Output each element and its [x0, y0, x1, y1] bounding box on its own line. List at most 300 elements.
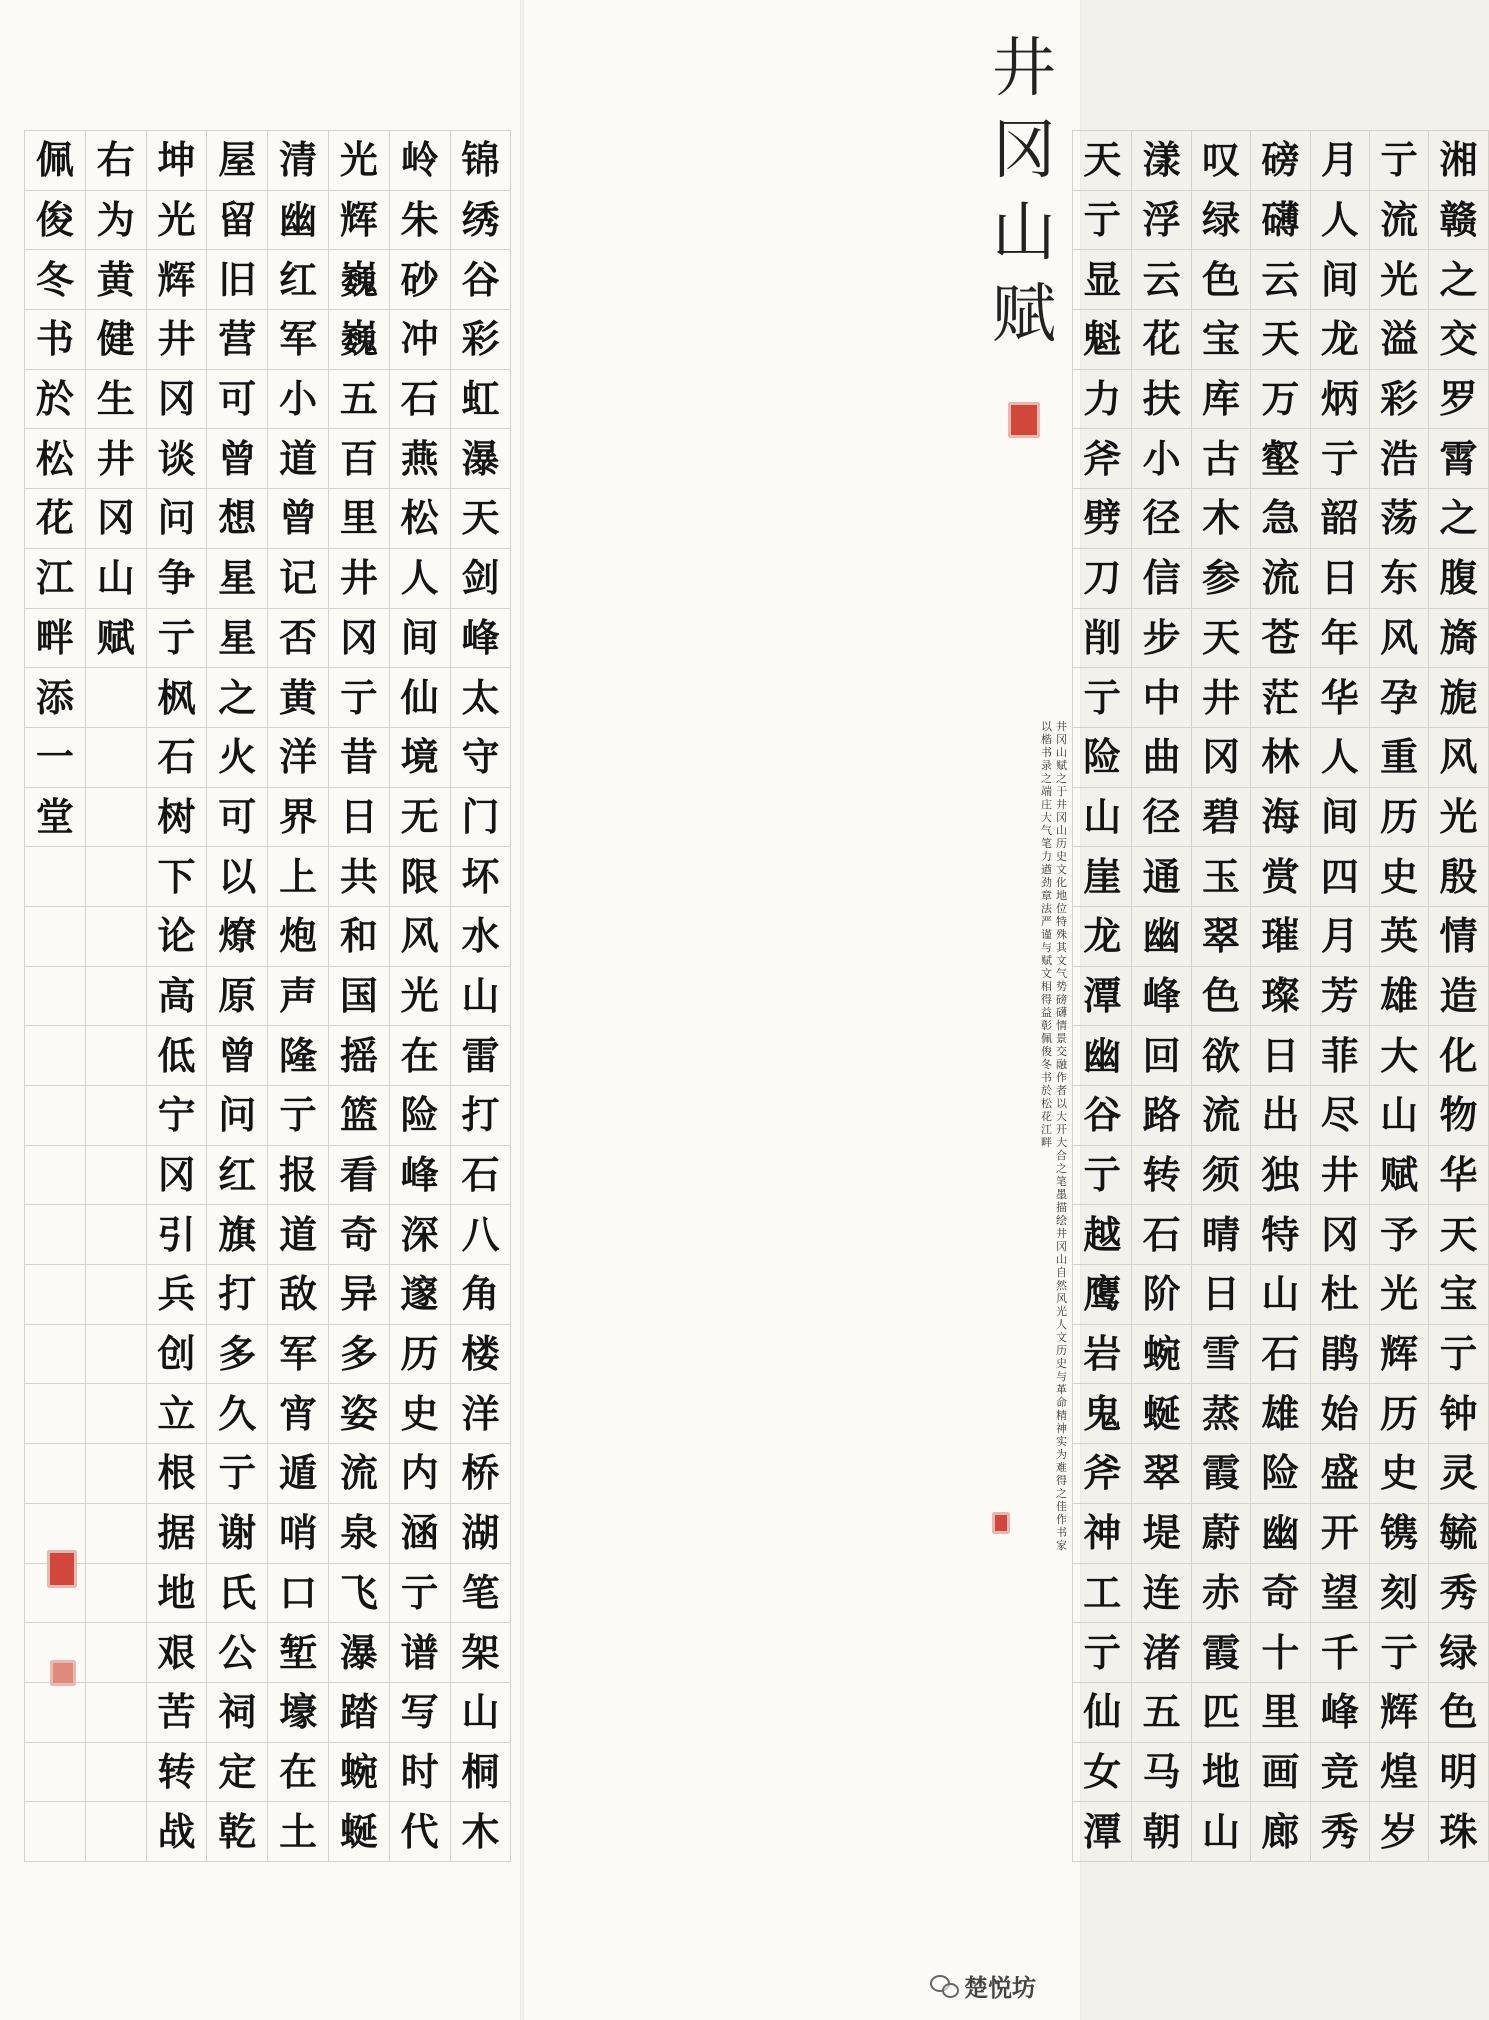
- calligraphy-char: 泉: [328, 1504, 389, 1564]
- calligraphy-char: 月: [1310, 131, 1369, 191]
- calligraphy-char: 土: [267, 1802, 328, 1862]
- title-char: 赋: [992, 278, 1056, 352]
- calligraphy-char: 岩: [1072, 1325, 1131, 1385]
- calligraphy-char: 峰: [1131, 967, 1190, 1027]
- calligraphy-char: 工: [1072, 1564, 1131, 1624]
- calligraphy-char: 炳: [1310, 370, 1369, 430]
- signature-seal: [47, 1550, 77, 1588]
- signature-char: 冈: [85, 489, 146, 549]
- title-char: 山: [992, 196, 1056, 270]
- signature-char: [85, 1146, 146, 1206]
- signature-char: 江: [24, 549, 85, 609]
- calligraphy-char: 小: [1131, 429, 1190, 489]
- calligraphy-char: 绣: [450, 191, 511, 251]
- calligraphy-char: 笔: [450, 1564, 511, 1624]
- calligraphy-char: 峰: [450, 609, 511, 669]
- calligraphy-char: 亍: [1072, 1623, 1131, 1683]
- calligraphy-char: 化: [1428, 1026, 1487, 1086]
- calligraphy-char: 情: [1428, 907, 1487, 967]
- calligraphy-char: 山: [1191, 1802, 1250, 1862]
- calligraphy-char: 五: [1131, 1683, 1190, 1743]
- calligraphy-char: 之: [1428, 250, 1487, 310]
- calligraphy-char: 彩: [1369, 370, 1428, 430]
- calligraphy-char: 天: [450, 489, 511, 549]
- calligraphy-char: 渚: [1131, 1623, 1190, 1683]
- calligraphy-char: 色: [1191, 250, 1250, 310]
- calligraphy-char: 画: [1250, 1743, 1309, 1803]
- calligraphy-char: 龙: [1072, 907, 1131, 967]
- title-char: 井: [992, 32, 1056, 106]
- calligraphy-char: 山: [450, 1683, 511, 1743]
- calligraphy-char: 蜒: [1131, 1384, 1190, 1444]
- title-seal: [1008, 402, 1040, 438]
- calligraphy-char: 璨: [1250, 967, 1309, 1027]
- calligraphy-char: 赣: [1428, 191, 1487, 251]
- calligraphy-char: 砂: [389, 250, 450, 310]
- calligraphy-char: 日: [1250, 1026, 1309, 1086]
- calligraphy-char: 急: [1250, 489, 1309, 549]
- calligraphy-char: 流: [328, 1444, 389, 1504]
- calligraphy-char: 木: [1191, 489, 1250, 549]
- signature-char: 书: [24, 310, 85, 370]
- calligraphy-char: 海: [1250, 788, 1309, 848]
- calligraphy-char: 日: [1310, 549, 1369, 609]
- signature-char: 井: [85, 429, 146, 489]
- calligraphy-char: 多: [328, 1325, 389, 1385]
- calligraphy-char: 罗: [1428, 370, 1487, 430]
- calligraphy-char: 绿: [1191, 191, 1250, 251]
- calligraphy-char: 屋: [206, 131, 267, 191]
- calligraphy-char: 人: [389, 549, 450, 609]
- side-note-column: 井冈山赋之于井冈山历史文化地位特殊其文气势磅礴情景交融作者以大开大合之笔墨描绘井冈山自然风光人文历史与革命精神实为难得之佳作书家: [1056, 720, 1067, 1552]
- calligraphy-char: 辉: [146, 250, 207, 310]
- calligraphy-char: 锦: [450, 131, 511, 191]
- calligraphy-char: 曲: [1131, 728, 1190, 788]
- signature-char: [85, 1683, 146, 1743]
- calligraphy-char: 岁: [1369, 1802, 1428, 1862]
- calligraphy-char: 光: [1428, 788, 1487, 848]
- left-scroll-panel: [0, 0, 520, 2020]
- calligraphy-char: 磅: [1250, 131, 1309, 191]
- calligraphy-char: 史: [389, 1384, 450, 1444]
- calligraphy-char: 华: [1310, 668, 1369, 728]
- calligraphy-char: 力: [1072, 370, 1131, 430]
- calligraphy-char: 亍: [1072, 668, 1131, 728]
- calligraphy-char: 军: [267, 310, 328, 370]
- calligraphy-char: 问: [146, 489, 207, 549]
- calligraphy-char: 石: [146, 728, 207, 788]
- calligraphy-char: 留: [206, 191, 267, 251]
- calligraphy-char: 松: [389, 489, 450, 549]
- calligraphy-char: 百: [328, 429, 389, 489]
- signature-char: [24, 1683, 85, 1743]
- calligraphy-char: 石: [450, 1146, 511, 1206]
- calligraphy-char: 天: [1072, 131, 1131, 191]
- calligraphy-char: 据: [146, 1504, 207, 1564]
- calligraphy-char: 红: [267, 250, 328, 310]
- calligraphy-char: 原: [206, 967, 267, 1027]
- calligraphy-char: 艰: [146, 1623, 207, 1683]
- calligraphy-char: 险: [1250, 1444, 1309, 1504]
- calligraphy-char: 谱: [389, 1623, 450, 1683]
- calligraphy-char: 斧: [1072, 1444, 1131, 1504]
- calligraphy-char: 明: [1428, 1743, 1487, 1803]
- calligraphy-char: 流: [1369, 191, 1428, 251]
- calligraphy-char: 桐: [450, 1743, 511, 1803]
- calligraphy-char: 千: [1310, 1623, 1369, 1683]
- calligraphy-char: 风: [1369, 609, 1428, 669]
- poem-title: [987, 28, 1061, 356]
- calligraphy-char: 廊: [1250, 1802, 1309, 1862]
- calligraphy-char: 谈: [146, 429, 207, 489]
- calligraphy-char: 亍: [1428, 1325, 1487, 1385]
- calligraphy-char: 曾: [206, 429, 267, 489]
- calligraphy-char: 蔚: [1191, 1504, 1250, 1564]
- calligraphy-char: 涵: [389, 1504, 450, 1564]
- calligraphy-char: 毓: [1428, 1504, 1487, 1564]
- calligraphy-char: 石: [389, 370, 450, 430]
- signature-char: 为: [85, 191, 146, 251]
- calligraphy-char: 色: [1191, 967, 1250, 1027]
- calligraphy-char: 篮: [328, 1086, 389, 1146]
- calligraphy-char: 亍: [1072, 1146, 1131, 1206]
- calligraphy-char: 共: [328, 847, 389, 907]
- calligraphy-char: 声: [267, 967, 328, 1027]
- signature-char: 佩: [24, 131, 85, 191]
- calligraphy-char: 壑: [1250, 429, 1309, 489]
- signature-char: 畔: [24, 609, 85, 669]
- calligraphy-char: 之: [206, 668, 267, 728]
- calligraphy-char: 镌: [1369, 1504, 1428, 1564]
- calligraphy-char: 敌: [267, 1265, 328, 1325]
- calligraphy-char: 以: [206, 847, 267, 907]
- calligraphy-char: 中: [1131, 668, 1190, 728]
- signature-char: [85, 1086, 146, 1146]
- calligraphy-char: 隆: [267, 1026, 328, 1086]
- calligraphy-char: 宵: [267, 1384, 328, 1444]
- calligraphy-char: 古: [1191, 429, 1250, 489]
- calligraphy-char: 道: [267, 1205, 328, 1265]
- calligraphy-char: 雷: [450, 1026, 511, 1086]
- wechat-icon: [930, 1973, 958, 1997]
- calligraphy-char: 井: [1310, 1146, 1369, 1206]
- signature-seal-secondary: [50, 1660, 76, 1686]
- calligraphy-char: 转: [146, 1743, 207, 1803]
- calligraphy-char: 飞: [328, 1564, 389, 1624]
- calligraphy-char: 花: [1131, 310, 1190, 370]
- calligraphy-char: 云: [1131, 250, 1190, 310]
- signature-char: [85, 967, 146, 1027]
- calligraphy-char: 岭: [389, 131, 450, 191]
- calligraphy-char: 亍: [1072, 191, 1131, 251]
- calligraphy-char: 之: [1428, 489, 1487, 549]
- calligraphy-char: 转: [1131, 1146, 1190, 1206]
- calligraphy-char: 神: [1072, 1504, 1131, 1564]
- signature-char: [24, 1205, 85, 1265]
- calligraphy-char: 四: [1310, 847, 1369, 907]
- signature-char: [85, 668, 146, 728]
- calligraphy-char: 踏: [328, 1683, 389, 1743]
- calligraphy-char: 光: [389, 967, 450, 1027]
- calligraphy-char: 里: [1250, 1683, 1309, 1743]
- calligraphy-char: 欲: [1191, 1026, 1250, 1086]
- calligraphy-char: 打: [450, 1086, 511, 1146]
- calligraphy-char: 石: [1131, 1205, 1190, 1265]
- calligraphy-char: 云: [1250, 250, 1309, 310]
- calligraphy-char: 记: [267, 549, 328, 609]
- calligraphy-char: 石: [1250, 1325, 1309, 1385]
- calligraphy-char: 雄: [1250, 1384, 1309, 1444]
- calligraphy-char: 炮: [267, 907, 328, 967]
- calligraphy-char: 山: [1369, 1086, 1428, 1146]
- calligraphy-char: 星: [206, 549, 267, 609]
- calligraphy-char: 秀: [1310, 1802, 1369, 1862]
- calligraphy-char: 乾: [206, 1802, 267, 1862]
- calligraphy-char: 根: [146, 1444, 207, 1504]
- signature-char: 堂: [24, 788, 85, 848]
- calligraphy-char: 亍: [267, 1086, 328, 1146]
- calligraphy-char: 宁: [146, 1086, 207, 1146]
- calligraphy-char: 祠: [206, 1683, 267, 1743]
- calligraphy-char: 在: [389, 1026, 450, 1086]
- calligraphy-char: 幽: [267, 191, 328, 251]
- calligraphy-char: 巍: [328, 250, 389, 310]
- calligraphy-char: 遁: [267, 1444, 328, 1504]
- calligraphy-char: 上: [267, 847, 328, 907]
- calligraphy-char: 山: [1072, 788, 1131, 848]
- calligraphy-char: 刻: [1369, 1564, 1428, 1624]
- calligraphy-char: 间: [1310, 250, 1369, 310]
- calligraphy-char: 水: [450, 907, 511, 967]
- calligraphy-char: 坤: [146, 131, 207, 191]
- calligraphy-char: 摇: [328, 1026, 389, 1086]
- calligraphy-char: 天: [1428, 1205, 1487, 1265]
- calligraphy-char: 八: [450, 1205, 511, 1265]
- calligraphy-char: 天: [1250, 310, 1309, 370]
- calligraphy-char: 芳: [1310, 967, 1369, 1027]
- calligraphy-char: 亍: [328, 668, 389, 728]
- calligraphy-char: 内: [389, 1444, 450, 1504]
- calligraphy-char: 哨: [267, 1504, 328, 1564]
- calligraphy-char: 营: [206, 310, 267, 370]
- calligraphy-char: 蜒: [328, 1802, 389, 1862]
- calligraphy-char: 重: [1369, 728, 1428, 788]
- calligraphy-char: 旗: [206, 1205, 267, 1265]
- calligraphy-char: 流: [1191, 1086, 1250, 1146]
- calligraphy-char: 堤: [1131, 1504, 1190, 1564]
- calligraphy-char: 冈: [328, 609, 389, 669]
- calligraphy-char: 黄: [267, 668, 328, 728]
- signature-char: [24, 1743, 85, 1803]
- calligraphy-char: 亍: [146, 609, 207, 669]
- calligraphy-char: 荡: [1369, 489, 1428, 549]
- right-calligraphy-grid: [1072, 130, 1489, 1862]
- calligraphy-char: 守: [450, 728, 511, 788]
- calligraphy-char: 山: [1250, 1265, 1309, 1325]
- calligraphy-char: 奇: [1250, 1564, 1309, 1624]
- calligraphy-char: 辉: [328, 191, 389, 251]
- calligraphy-char: 流: [1250, 549, 1309, 609]
- calligraphy-char: 亍: [206, 1444, 267, 1504]
- calligraphy-char: 道: [267, 429, 328, 489]
- calligraphy-char: 漾: [1131, 131, 1190, 191]
- signature-char: [85, 1325, 146, 1385]
- calligraphy-char: 英: [1369, 907, 1428, 967]
- calligraphy-char: 蒸: [1191, 1384, 1250, 1444]
- calligraphy-char: 苍: [1250, 609, 1309, 669]
- signature-char: 俊: [24, 191, 85, 251]
- calligraphy-char: 口: [267, 1564, 328, 1624]
- calligraphy-char: 小: [267, 370, 328, 430]
- signature-char: [85, 788, 146, 848]
- signature-char: 右: [85, 131, 146, 191]
- calligraphy-char: 史: [1369, 1444, 1428, 1504]
- calligraphy-char: 物: [1428, 1086, 1487, 1146]
- calligraphy-char: 赏: [1250, 847, 1309, 907]
- calligraphy-char: 旧: [206, 250, 267, 310]
- calligraphy-char: 碧: [1191, 788, 1250, 848]
- signature-char: [24, 1086, 85, 1146]
- calligraphy-char: 架: [450, 1623, 511, 1683]
- left-calligraphy-grid: [24, 130, 511, 1862]
- calligraphy-char: 历: [1369, 788, 1428, 848]
- calligraphy-char: 代: [389, 1802, 450, 1862]
- calligraphy-char: 鹃: [1310, 1325, 1369, 1385]
- calligraphy-char: 旎: [1428, 668, 1487, 728]
- calligraphy-char: 雪: [1191, 1325, 1250, 1385]
- calligraphy-char: 亍: [1369, 131, 1428, 191]
- calligraphy-char: 限: [389, 847, 450, 907]
- signature-char: [24, 907, 85, 967]
- calligraphy-char: 回: [1131, 1026, 1190, 1086]
- calligraphy-char: 越: [1072, 1205, 1131, 1265]
- signature-char: 一: [24, 728, 85, 788]
- calligraphy-char: 璀: [1250, 907, 1309, 967]
- calligraphy-char: 可: [206, 370, 267, 430]
- calligraphy-char: 木: [450, 1802, 511, 1862]
- calligraphy-char: 礴: [1250, 191, 1309, 251]
- signature-char: [85, 1802, 146, 1862]
- calligraphy-char: 魁: [1072, 310, 1131, 370]
- calligraphy-char: 创: [146, 1325, 207, 1385]
- calligraphy-char: 鬼: [1072, 1384, 1131, 1444]
- calligraphy-char: 瀑: [450, 429, 511, 489]
- calligraphy-char: 亍: [1369, 1623, 1428, 1683]
- signature-char: [85, 847, 146, 907]
- calligraphy-char: 冲: [389, 310, 450, 370]
- calligraphy-char: 可: [206, 788, 267, 848]
- calligraphy-char: 谷: [1072, 1086, 1131, 1146]
- signature-char: 赋: [85, 609, 146, 669]
- signature-char: [85, 1564, 146, 1624]
- signature-char: [24, 1146, 85, 1206]
- calligraphy-char: 打: [206, 1265, 267, 1325]
- signature-char: 添: [24, 668, 85, 728]
- calligraphy-char: 潭: [1072, 1802, 1131, 1862]
- calligraphy-char: 杜: [1310, 1265, 1369, 1325]
- calligraphy-char: 瀑: [328, 1623, 389, 1683]
- calligraphy-char: 色: [1428, 1683, 1487, 1743]
- calligraphy-char: 连: [1131, 1564, 1190, 1624]
- calligraphy-char: 蜿: [328, 1743, 389, 1803]
- calligraphy-char: 竞: [1310, 1743, 1369, 1803]
- signature-char: [85, 1623, 146, 1683]
- calligraphy-char: 冈: [146, 1146, 207, 1206]
- calligraphy-char: 历: [389, 1325, 450, 1385]
- calligraphy-char: 幽: [1131, 907, 1190, 967]
- calligraphy-char: 尽: [1310, 1086, 1369, 1146]
- calligraphy-char: 仙: [389, 668, 450, 728]
- calligraphy-char: 信: [1131, 549, 1190, 609]
- side-note-seal: [992, 1512, 1010, 1534]
- calligraphy-char: 问: [206, 1086, 267, 1146]
- calligraphy-char: 望: [1310, 1564, 1369, 1624]
- calligraphy-char: 地: [146, 1564, 207, 1624]
- calligraphy-char: 开: [1310, 1504, 1369, 1564]
- calligraphy-char: 光: [1369, 1265, 1428, 1325]
- signature-char: 山: [85, 549, 146, 609]
- calligraphy-char: 湘: [1428, 131, 1487, 191]
- calligraphy-char: 亍: [1310, 429, 1369, 489]
- calligraphy-char: 参: [1191, 549, 1250, 609]
- calligraphy-char: 崖: [1072, 847, 1131, 907]
- calligraphy-char: 间: [1310, 788, 1369, 848]
- calligraphy-char: 刀: [1072, 549, 1131, 609]
- calligraphy-char: 曾: [267, 489, 328, 549]
- calligraphy-char: 秀: [1428, 1564, 1487, 1624]
- calligraphy-char: 潭: [1072, 967, 1131, 1027]
- signature-char: 生: [85, 370, 146, 430]
- calligraphy-char: 殷: [1428, 847, 1487, 907]
- calligraphy-char: 燎: [206, 907, 267, 967]
- watermark-label: 楚悦坊: [964, 1973, 1036, 2002]
- calligraphy-char: 历: [1369, 1384, 1428, 1444]
- calligraphy-char: 绿: [1428, 1623, 1487, 1683]
- calligraphy-char: 报: [267, 1146, 328, 1206]
- signature-char: [24, 1026, 85, 1086]
- calligraphy-char: 兵: [146, 1265, 207, 1325]
- calligraphy-char: 地: [1191, 1743, 1250, 1803]
- calligraphy-char: 星: [206, 609, 267, 669]
- calligraphy-char: 否: [267, 609, 328, 669]
- calligraphy-char: 幽: [1072, 1026, 1131, 1086]
- calligraphy-char: 宝: [1428, 1265, 1487, 1325]
- calligraphy-char: 写: [389, 1683, 450, 1743]
- calligraphy-char: 树: [146, 788, 207, 848]
- calligraphy-char: 时: [389, 1743, 450, 1803]
- calligraphy-char: 削: [1072, 609, 1131, 669]
- calligraphy-char: 谢: [206, 1504, 267, 1564]
- calligraphy-char: 山: [450, 967, 511, 1027]
- calligraphy-char: 定: [206, 1743, 267, 1803]
- calligraphy-char: 煌: [1369, 1743, 1428, 1803]
- calligraphy-char: 出: [1250, 1086, 1309, 1146]
- calligraphy-char: 井: [146, 310, 207, 370]
- signature-char: [24, 847, 85, 907]
- calligraphy-char: 宝: [1191, 310, 1250, 370]
- calligraphy-char: 蜿: [1131, 1325, 1190, 1385]
- signature-char: 冬: [24, 250, 85, 310]
- calligraphy-char: 间: [389, 609, 450, 669]
- signature-char: [24, 1384, 85, 1444]
- calligraphy-char: 赋: [1369, 1146, 1428, 1206]
- calligraphy-char: 朝: [1131, 1802, 1190, 1862]
- calligraphy-char: 想: [206, 489, 267, 549]
- calligraphy-char: 辉: [1369, 1683, 1428, 1743]
- calligraphy-char: 界: [267, 788, 328, 848]
- calligraphy-char: 翠: [1131, 1444, 1190, 1504]
- signature-char: 花: [24, 489, 85, 549]
